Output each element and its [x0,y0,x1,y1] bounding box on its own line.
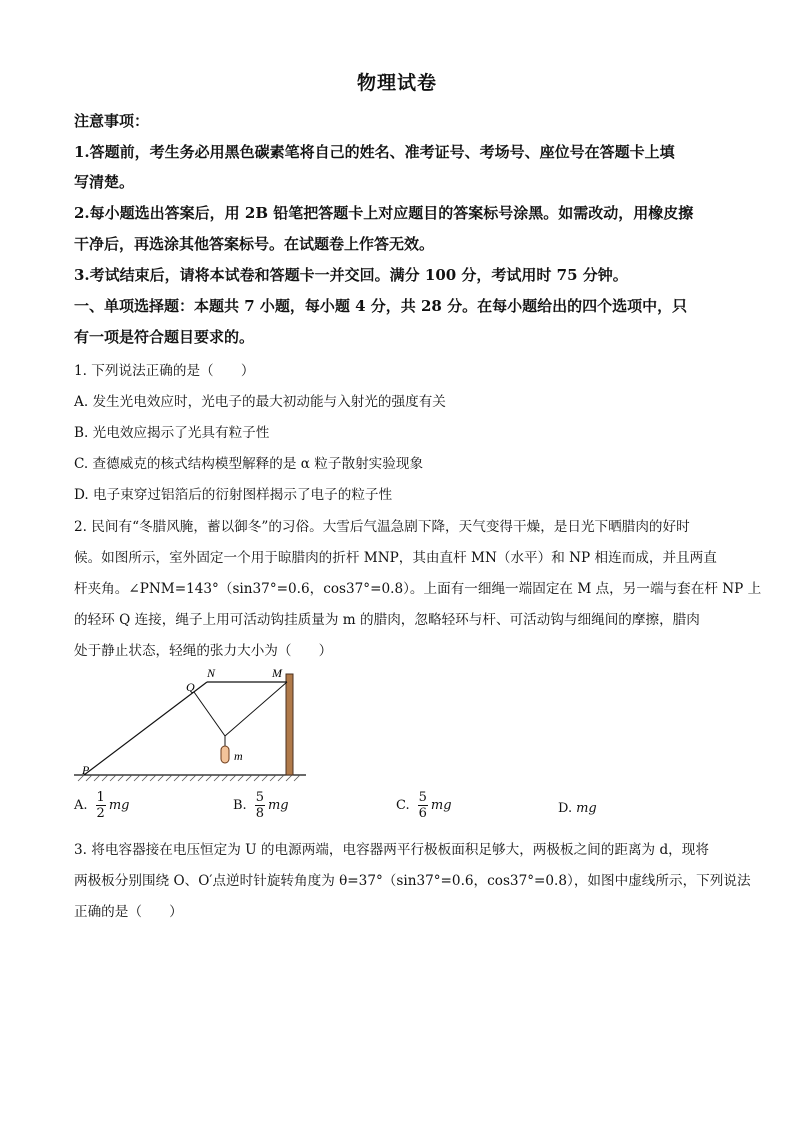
rope-left [194,692,225,736]
fraction [255,790,265,821]
rod-np [84,682,207,775]
q3-line-3: 正确的是（ ） [74,904,183,920]
q2-line-1: 2. 民间有“冬腊风腌，蓄以御冬”的习俗。大雪后气温急剧下降，天气变得干燥，是日光下晒腊肉的好时 [74,519,690,535]
q1-stem: 1. 下列说法正确的是（ ） [74,363,255,379]
section-heading-2: 有一项是符合题目要求的。 [74,328,255,346]
q2-option-b [233,790,289,821]
label-p: P [82,763,90,777]
denominator: 8 [255,806,264,821]
ground-hatching [78,775,300,781]
fraction [96,790,106,821]
notice-line-4: 干净后，再选涂其他答案标号。在试题卷上作答无效。 [74,235,435,253]
label-mass: m [234,749,243,763]
rope-right [225,682,287,736]
q1-option-d: D. 电子束穿过铝箔后的衍射图样揭示了电子的粒子性 [74,487,393,503]
q2-line-5: 处于静止状态，轻绳的张力大小为（ ） [74,643,333,659]
denominator: 6 [418,806,427,821]
cured-meat [221,746,229,763]
option-unit: mg [576,801,597,816]
notice-line-2: 写清楚。 [74,173,135,191]
numerator: 5 [418,790,427,805]
q2-line-2: 候。如图所示，室外固定一个用于晾腊肉的折杆 MNP，其由直杆 MN（水平）和 NP 相连而成，并且两直 [74,550,717,566]
q1-option-c: C. 查德威克的核式结构模型解释的是 α 粒子散射实验现象 [74,456,424,472]
option-unit: mg [430,798,452,813]
q2-option-a [74,790,129,821]
option-letter: B. [233,798,247,813]
numerator: 1 [96,790,105,805]
label-m-point: M [272,666,282,680]
q1-option-b: B. 光电效应揭示了光具有粒子性 [74,425,270,441]
notice-line-3: 2.每小题选出答案后，用 2B 铅笔把答题卡上对应题目的答案标号涂黑。如需改动，用橡皮擦 [74,204,694,222]
notice-heading: 注意事项： [74,112,150,130]
pole [286,674,293,775]
fraction [418,790,428,821]
q2-line-4: 的轻环 Q 连接，绳子上用可活动钩挂质量为 m 的腊肉，忽略轻环与杆、可活动钩与细绳间的摩擦，腊肉 [74,612,700,628]
q3-line-1: 3. 将电容器接在电压恒定为 U 的电源两端，电容器两平行极板面积足够大，两极板之间的距离为 d，现将 [74,842,709,858]
q2-option-d [558,801,597,816]
q1-option-a: A. 发生光电效应时，光电子的最大初动能与入射光的强度有关 [74,394,446,410]
option-unit: mg [108,798,130,813]
page-title: 物理试卷 [356,72,437,94]
option-letter: D. [558,801,573,816]
denominator: 2 [96,806,105,821]
notice-line-1: 1.答题前，考生务必用黑色碳素笔将自己的姓名、准考证号、考场号、座位号在答题卡上填 [74,143,675,161]
section-heading-1: 一、单项选择题：本题共 7 小题，每小题 4 分，共 28 分。在每小题给出的四个选项中，只 [74,297,688,315]
q2-figure [70,662,320,787]
q2-line-3: 杆夹角。∠PNM=143°（sin37°=0.6，cos37°=0.8）。上面有一细绳一端固定在 M 点，另一端与套在杆 NP 上 [74,581,762,597]
option-letter: C. [396,798,410,813]
numerator: 5 [255,790,264,805]
label-n: N [207,666,216,680]
q3-line-2: 两极板分别围绕 O、O′点逆时针旋转角度为 θ=37°（sin37°=0.6，cos37°=0.8），如图中虚线所示，下列说法 [74,873,751,889]
label-q: Q [186,680,195,694]
notice-line-5: 3.考试结束后，请将本试卷和答题卡一并交回。满分 100 分，考试用时 75 分钟。 [74,266,628,284]
q2-option-c [396,790,452,821]
option-unit: mg [267,798,289,813]
option-letter: A. [74,798,88,813]
